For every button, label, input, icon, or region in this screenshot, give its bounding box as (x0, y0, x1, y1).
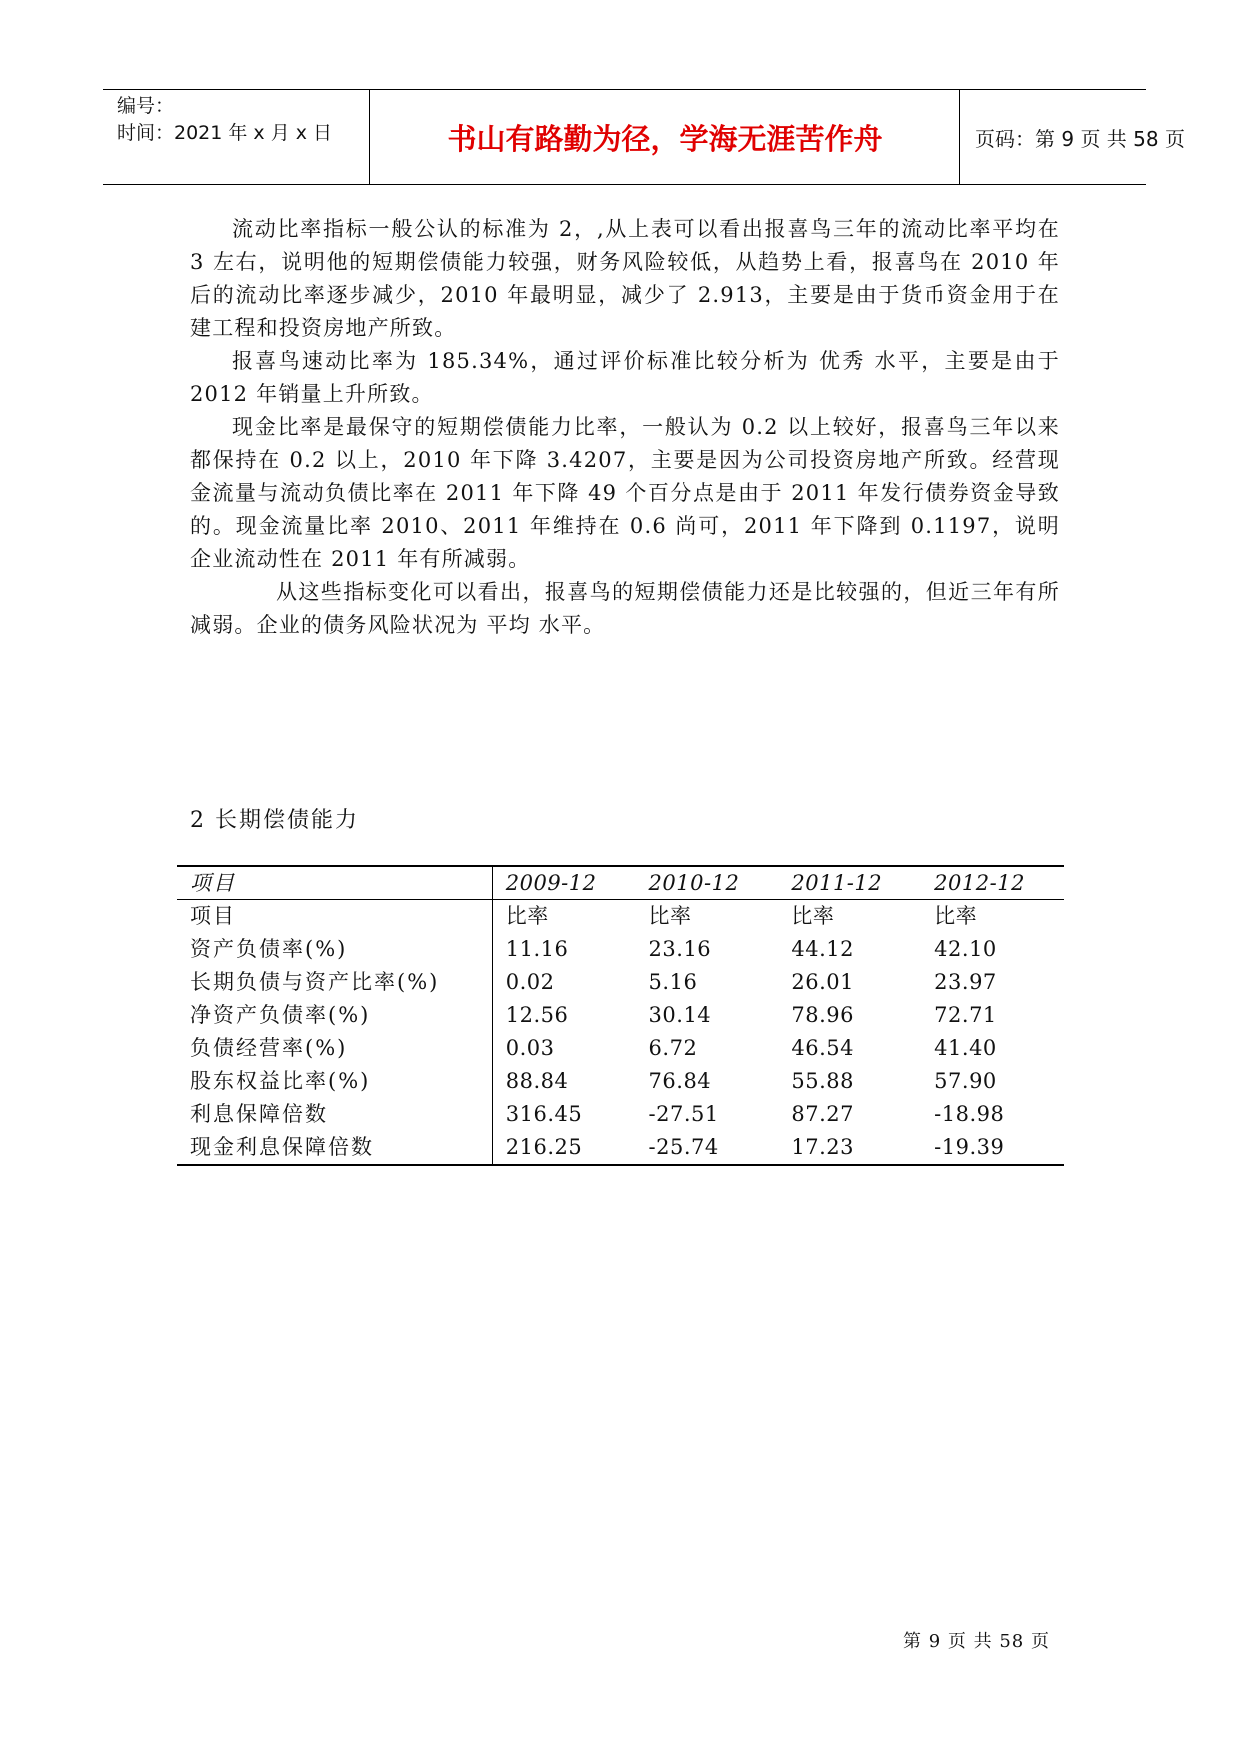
table-cell: -19.39 (921, 1131, 1064, 1165)
table-cell: 12.56 (505, 1003, 569, 1027)
table-cell: 78.96 (791, 1003, 854, 1027)
table-row (177, 933, 1064, 966)
table-cell: 42.10 (934, 937, 997, 961)
table-cell: 长期负债与资产比率(%) (177, 966, 492, 999)
header-motto: 书山有路勤为径，学海无涯苦作舟 (447, 121, 883, 156)
table-cell: 88.84 (505, 1069, 569, 1093)
table-cell: 87.27 (791, 1102, 854, 1126)
table-cell: 57.90 (934, 1069, 997, 1093)
table-row (177, 999, 1064, 1032)
long-term-solvency-table (177, 865, 1064, 1166)
table-cell: -25.74 (636, 1131, 779, 1165)
paragraph-current-ratio: 流动比率指标一般公认的标准为 2，,从上表可以看出报喜鸟三年的流动比率平均在 3 左右，说明他的短期偿债能力较强，财务风险较低，从趋势上看，报喜鸟在 2010 年后的流动比率逐步减少，2010 年最明显，减少了 2.913，主要是由于货币资金用于在建工程和投资房地产所致。 (190, 217, 1060, 340)
table-cell: 5.16 (648, 970, 698, 994)
table-row (177, 1098, 1064, 1131)
table-cell: 216.25 (492, 1131, 635, 1165)
table-cell: -27.51 (648, 1102, 719, 1126)
section-title-long-term-solvency: 2 长期偿债能力 (190, 808, 359, 833)
table-cell: 30.14 (648, 1003, 712, 1027)
table-cell: 项目 (177, 900, 492, 934)
table-header-2010: 2010-12 (636, 866, 779, 900)
table-row (177, 900, 1064, 934)
header-motto-cell (371, 90, 960, 184)
table-cell: 0.03 (505, 1036, 555, 1060)
paragraph-cash-ratio: 现金比率是最保守的短期偿债能力比率，一般认为 0.2 以上较好，报喜鸟三年以来都保持在 0.2 以上，2010 年下降 3.4207，主要是因为公司投资房地产所致。经营现金流量与流动负债比率在 2011 年下降 49 个百分点是由于 2011 年发行债券资金导致的。现金流量比率 2010、2011 年维持在 0.6 尚可，2011 年下降到 0.1197，说明企业流动性在 2011 年有所减弱。 (190, 415, 1060, 571)
header-page-label: 页码：第 9 页 共 58 页 (975, 126, 1185, 151)
table-cell: 比率 (791, 904, 835, 928)
table-row (177, 1065, 1064, 1098)
table-header-item: 项目 (177, 866, 492, 900)
table-cell: 比率 (648, 904, 692, 928)
table-cell: 17.23 (778, 1131, 921, 1165)
table-header-2009: 2009-12 (492, 866, 635, 900)
table-cell: 6.72 (648, 1036, 698, 1060)
header-page-cell (961, 90, 1185, 184)
table-cell: 比率 (934, 904, 978, 928)
table-row (177, 1131, 1064, 1165)
header-meta (103, 90, 370, 184)
table-cell: 11.16 (505, 937, 569, 961)
table-cell: 0.02 (505, 970, 555, 994)
table-cell: 现金利息保障倍数 (177, 1131, 492, 1165)
table-cell: 净资产负债率(%) (177, 999, 492, 1032)
table-row (177, 966, 1064, 999)
table-cell: 55.88 (791, 1069, 854, 1093)
document-number-label: 编号： (117, 95, 175, 117)
document-time-label: 时间：2021 年 x 月 x 日 (117, 122, 333, 144)
table-row (177, 1032, 1064, 1065)
table-header-2011: 2011-12 (778, 866, 921, 900)
table-header-row (177, 866, 1064, 900)
table-cell: 76.84 (648, 1069, 712, 1093)
table-cell: -18.98 (934, 1102, 1005, 1126)
table-cell: 23.97 (934, 970, 997, 994)
table-cell: 23.16 (648, 937, 712, 961)
table-cell: 负债经营率(%) (177, 1032, 492, 1065)
table-cell: 26.01 (791, 970, 854, 994)
table-cell: 41.40 (934, 1036, 997, 1060)
paragraph-conclusion: 从这些指标变化可以看出，报喜鸟的短期偿债能力还是比较强的，但近三年有所减弱。企业的债务风险状况为 平均 水平。 (190, 580, 1060, 637)
table-header-2012: 2012-12 (921, 866, 1064, 900)
table-cell: 316.45 (505, 1102, 583, 1126)
page-header (103, 89, 1185, 185)
table-cell: 46.54 (791, 1036, 854, 1060)
page-footer: 第 9 页 共 58 页 (903, 1631, 1050, 1652)
table-cell: 比率 (505, 904, 549, 928)
body-text (190, 213, 1060, 642)
table-cell: 利息保障倍数 (177, 1098, 492, 1131)
table-cell: 资产负债率(%) (177, 933, 492, 966)
paragraph-quick-ratio: 报喜鸟速动比率为 185.34%，通过评价标准比较分析为 优秀 水平，主要是由于 2012 年销量上升所致。 (190, 349, 1060, 406)
table-cell: 72.71 (934, 1003, 997, 1027)
table-cell: 44.12 (791, 937, 854, 961)
table-cell: 股东权益比率(%) (177, 1065, 492, 1098)
